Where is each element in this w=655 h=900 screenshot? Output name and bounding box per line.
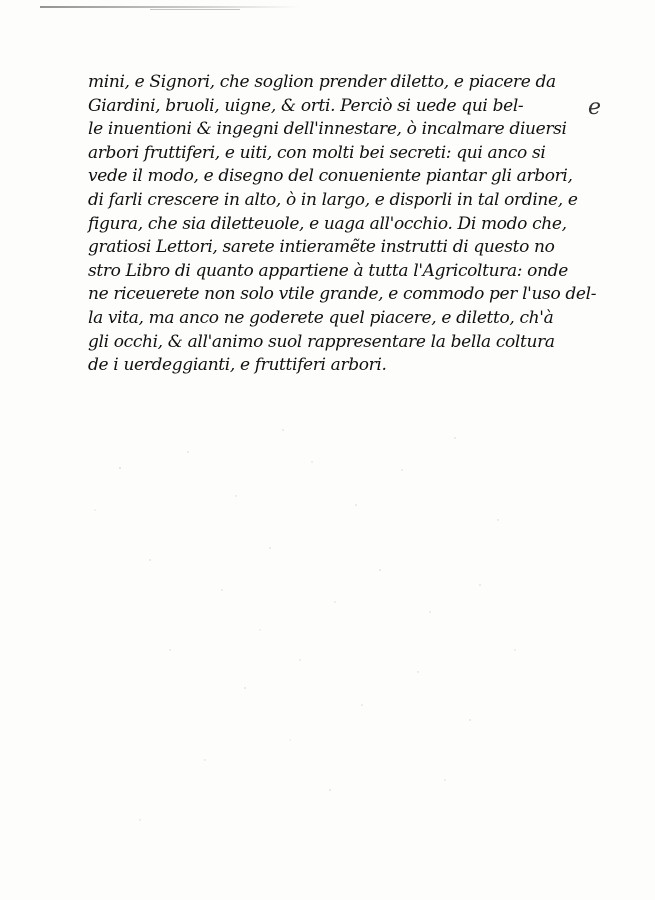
text-line: Giardini, bruoli, uigne, & orti. Perciò si uede qui bel-: [88, 95, 524, 116]
text-line: le inuentioni & ingegni dell'innestare, ò incalmare diuersi: [88, 119, 567, 140]
text-line: figura, che sia diletteuole, e uaga all'occhio. Di modo che,: [88, 213, 567, 234]
text-line: stro Libro di quanto appartiene à tutta l'Agricoltura: onde: [88, 260, 568, 281]
text-line: de i uerdeggianti, e fruttiferi arbori.: [88, 355, 387, 376]
text-line: arbori fruttiferi, e uiti, con molti bei secreti: qui anco si: [88, 142, 546, 163]
text-line: ne riceuerete non solo vtile grande, e commodo per l'uso del-: [88, 284, 597, 305]
text-line: vede il modo, e disegno del conueniente piantar gli arbori,: [88, 166, 573, 187]
page-top-edge-rule: [40, 6, 300, 8]
page-top-edge-rule-secondary: [150, 9, 240, 10]
text-line: di farli crescere in alto, ò in largo, e disporli in tal ordine, e: [88, 189, 578, 210]
text-line: gli occhi, & all'animo suol rappresentare la bella coltura: [88, 331, 555, 352]
text-line: mini, e Signori, che soglion prender diletto, e piacere da: [88, 72, 556, 92]
text-line: la vita, ma anco ne goderete quel piacere, e diletto, ch'à: [88, 307, 554, 328]
body-text-block: [88, 71, 597, 378]
text-line: gratiosi Lettori, sarete intieramẽte instrutti di questo no: [88, 237, 555, 258]
margin-note: e: [588, 95, 602, 120]
